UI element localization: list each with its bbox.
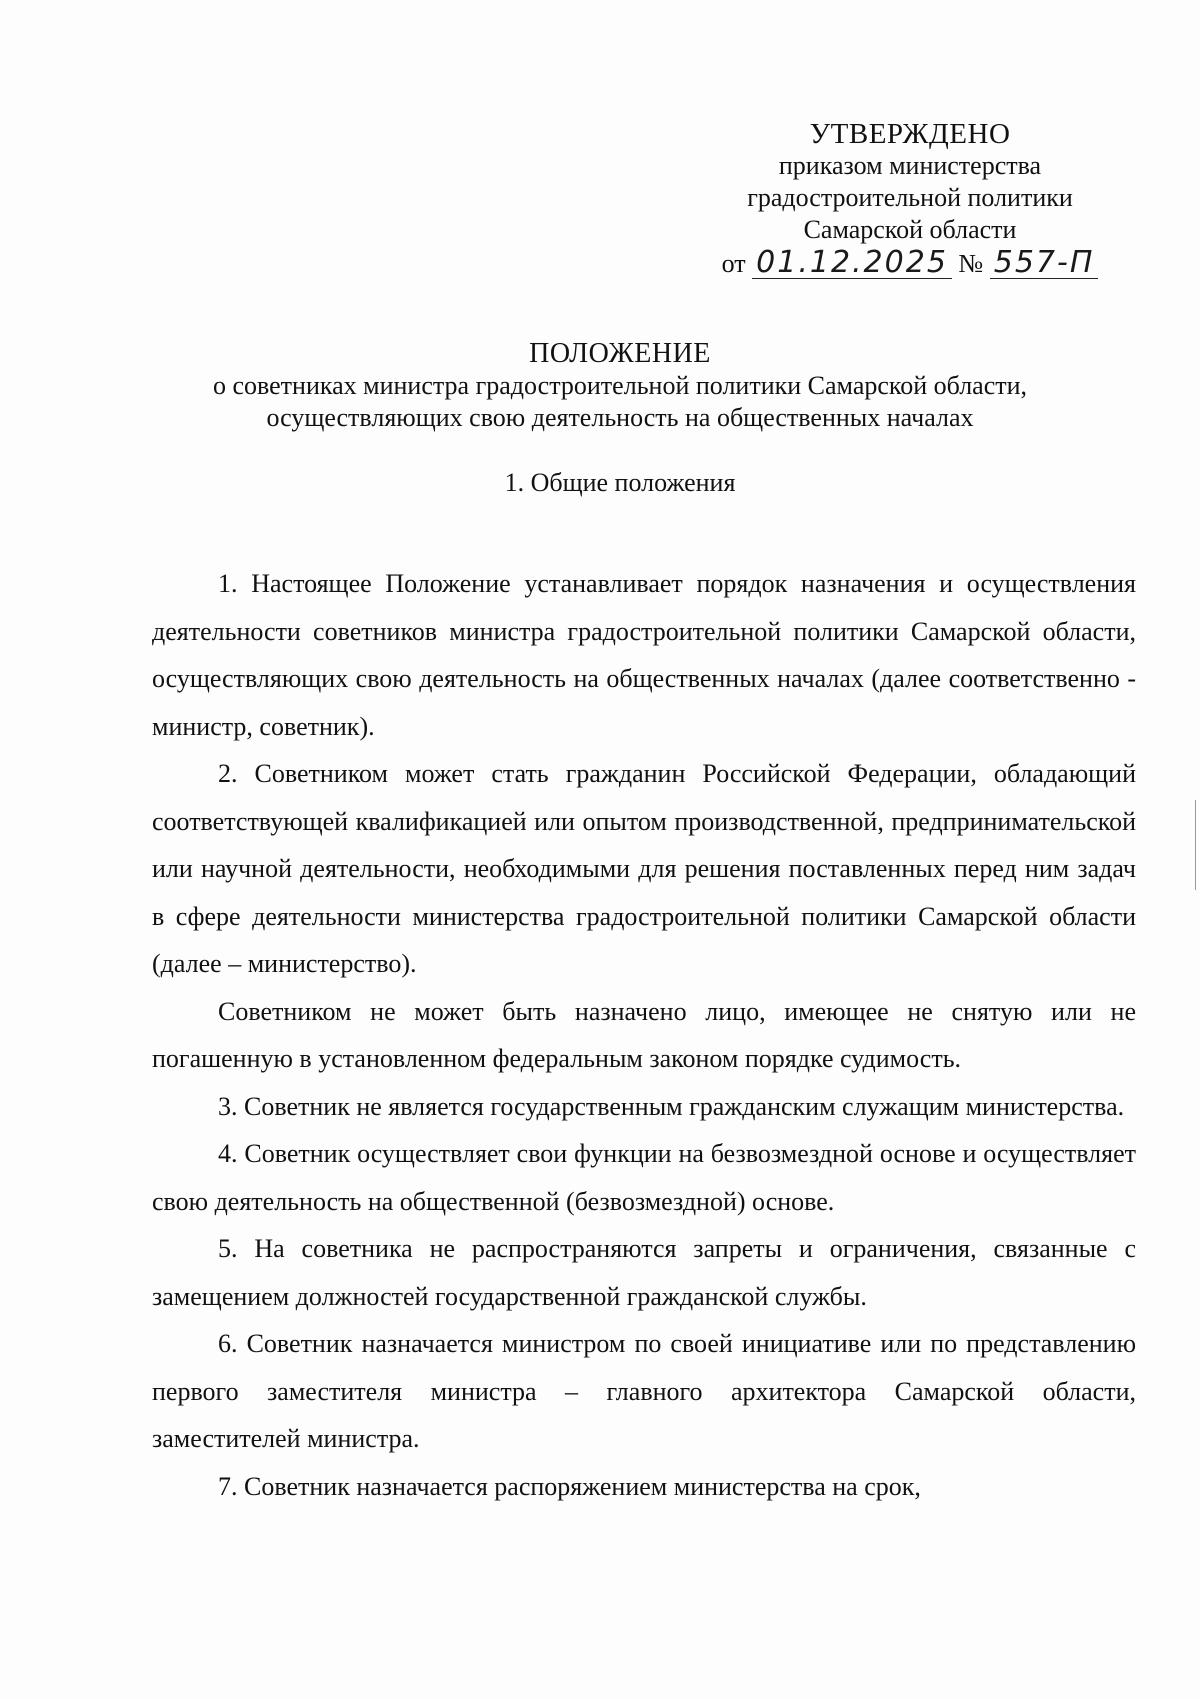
- approval-date-line: [700, 245, 1120, 280]
- title-line-2: осуществляющих свою деятельность на общественных началах: [266, 403, 974, 432]
- handwritten-date: 01.12.2025: [752, 248, 952, 279]
- paragraph: 4. Советник осуществляет свои функции на безвозмездной основе и осуществляет свою деятельность на общественной (безвозмездной) основе.: [152, 1139, 1136, 1216]
- paragraph: 5. На советника не распространяются запреты и ограничения, связанные с замещением должностей государственной гражданской службы.: [152, 1234, 1136, 1311]
- document-body: [152, 560, 1136, 1510]
- number-prefix: №: [958, 249, 984, 278]
- approval-line-3: Самарской области: [803, 215, 1017, 244]
- paragraph: 6. Советник назначается министром по своей инициативе или по представлению первого заместителя министра – главного архитектора Самарской области, заместителей министра.: [152, 1329, 1136, 1453]
- paragraph: 1. Настоящее Положение устанавливает порядок назначения и осуществления деятельности советников министра градостроительной политики Самарской области, осуществляющих свою деятельность на общественных началах (далее соответственно - министр, советник).: [152, 569, 1136, 741]
- handwritten-number: 557-П: [990, 248, 1099, 279]
- paragraph: 3. Советник не является государственным гражданским служащим министерства.: [218, 1091, 1125, 1121]
- title-line-1: о советниках министра градостроительной политики Самарской области,: [212, 371, 1028, 400]
- paragraph: Советником не может быть назначено лицо, имеющее не снятую или не погашенную в установленном федеральным законом порядке судимость.: [152, 996, 1136, 1073]
- date-prefix: от: [721, 249, 746, 278]
- approval-line-2: градостроительной политики: [747, 183, 1073, 212]
- section-heading: 1. Общие положения: [504, 468, 736, 497]
- approval-heading: УТВЕРЖДЕНО: [809, 118, 1011, 150]
- approval-stamp: [700, 118, 1120, 280]
- paragraph: 2. Советником может стать гражданин Российской Федерации, обладающий соответствующей квалификацией или опытом производственной, предпринимательской или научной деятельности, необходимыми для решения поставленных перед ним задач в сфере деятельности министерства градостроительной политики Самарской области (далее – министерство).: [152, 759, 1136, 978]
- scan-edge-mark: [1195, 800, 1196, 890]
- paragraph: 7. Советник назначается распоряжением министерства на срок,: [218, 1471, 921, 1501]
- approval-line-1: приказом министерства: [778, 151, 1042, 180]
- document-title: [120, 338, 1120, 434]
- title-heading: ПОЛОЖЕНИЕ: [529, 338, 711, 369]
